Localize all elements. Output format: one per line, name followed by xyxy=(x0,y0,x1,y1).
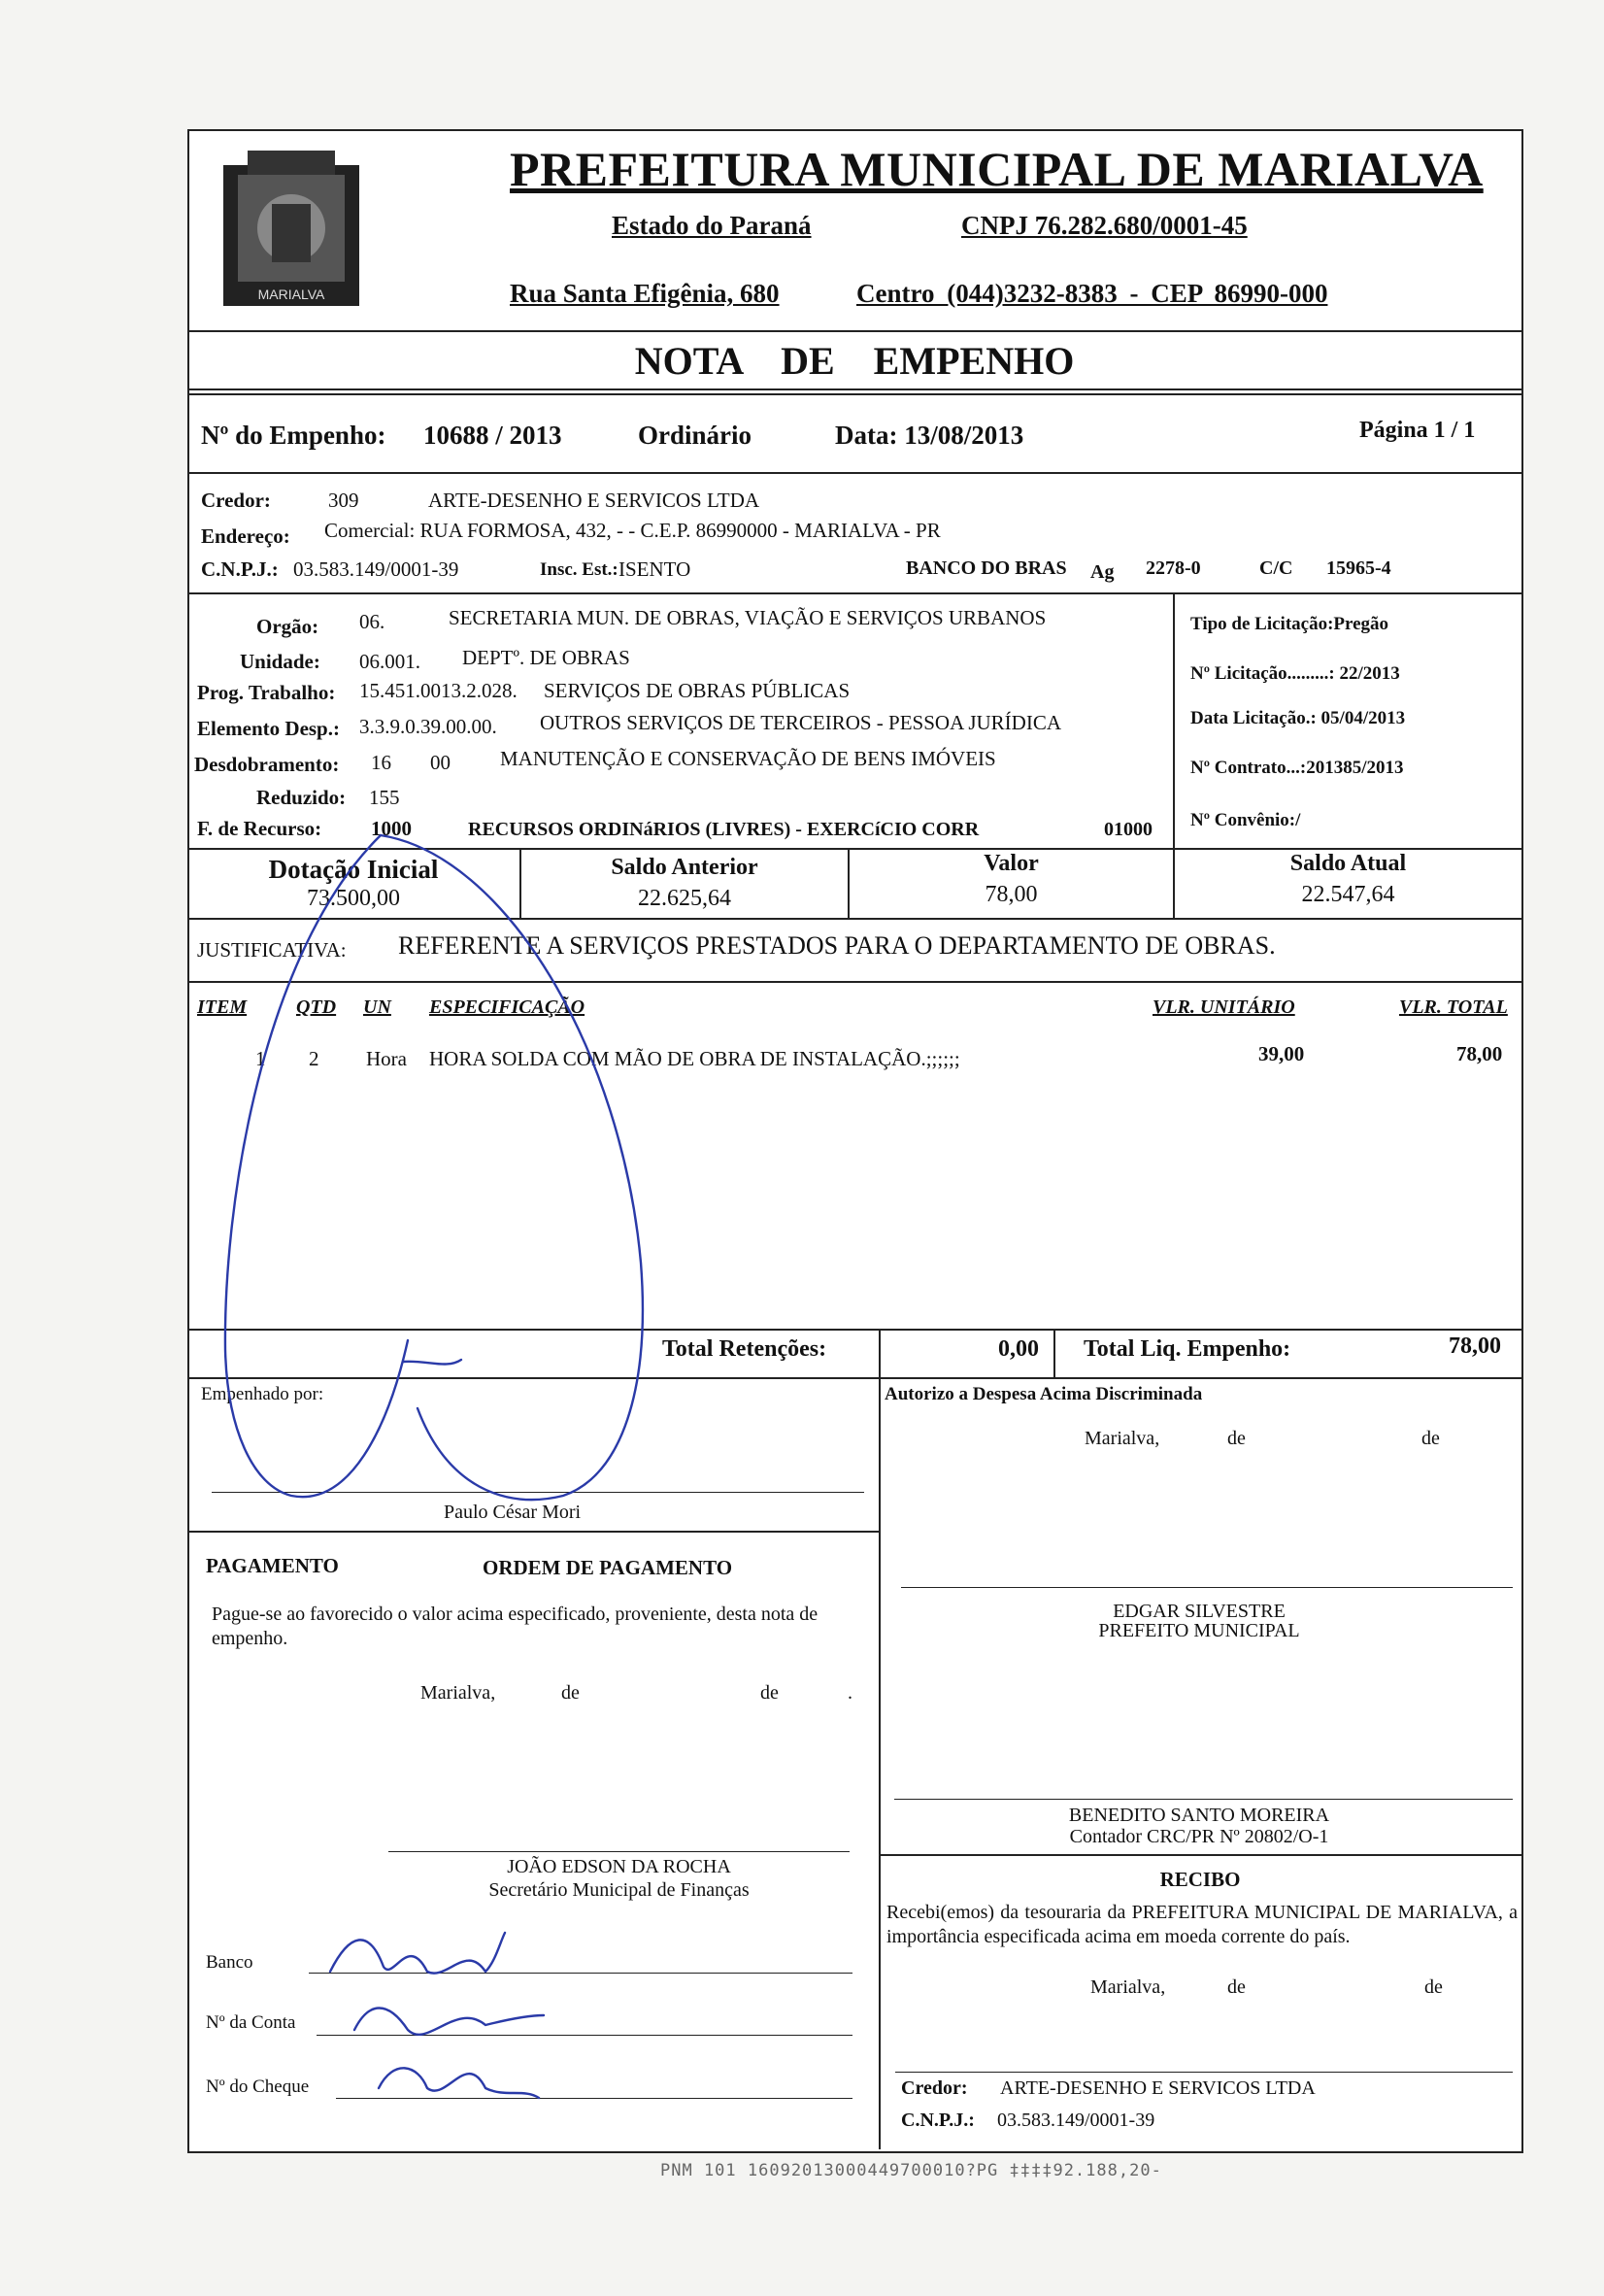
saldo-atual-value: 22.547,64 xyxy=(1301,882,1395,907)
autorizo-de-1: de xyxy=(1227,1428,1246,1449)
doc-title: NOTA DE EMPENHO xyxy=(634,339,1075,383)
saldo-atual-label: Saldo Atual xyxy=(1289,851,1407,876)
col-item: ITEM xyxy=(197,996,248,1018)
col-vlr-total: VLR. TOTAL xyxy=(1399,996,1508,1018)
empenhado-name: Paulo César Mori xyxy=(444,1502,582,1523)
recibo-credor-label: Credor: xyxy=(901,2077,968,2099)
dotacao-label: Dotação Inicial xyxy=(268,855,439,884)
liquido-value: 78,00 xyxy=(1449,1334,1501,1359)
secretario-role: Secretário Municipal de Finanças xyxy=(488,1879,750,1901)
secretario-name: JOÃO EDSON DA ROCHA xyxy=(507,1856,731,1877)
agency: 2278-0 xyxy=(1146,557,1201,579)
valor-label: Valor xyxy=(984,851,1039,876)
elem-label: Elemento Desp.: xyxy=(197,717,340,740)
retencoes-label: Total Retenções: xyxy=(662,1336,827,1362)
item-number: 1 xyxy=(255,1047,266,1070)
desd: MANUTENÇÃO E CONSERVAÇÃO DE BENS IMÓVEIS xyxy=(500,747,996,770)
licitacao-tipo: Tipo de Licitação:Pregão xyxy=(1190,614,1389,634)
bank-handwriting xyxy=(330,1933,505,1974)
prefeito-name: EDGAR SILVESTRE xyxy=(1113,1601,1286,1622)
empenho-num-label: Nº do Empenho: xyxy=(201,421,386,450)
insc-label: Insc. Est.: xyxy=(540,559,618,580)
elem-code: 3.3.9.0.39.00.00. xyxy=(359,715,497,738)
recibo-place: Marialva, xyxy=(1090,1976,1166,1998)
recibo-label: RECIBO xyxy=(1159,1868,1241,1891)
page-number: Página 1 / 1 xyxy=(1359,418,1476,443)
pagamento-de-1: de xyxy=(561,1682,580,1704)
convenio: Nº Convênio:/ xyxy=(1190,810,1301,830)
account-label: C/C xyxy=(1259,557,1293,579)
dotacao-value: 73.500,00 xyxy=(307,886,400,911)
col-vlr-unitario: VLR. UNITÁRIO xyxy=(1153,996,1295,1018)
fonte-label: F. de Recurso: xyxy=(197,817,322,840)
pagamento-label: PAGAMENTO xyxy=(206,1554,339,1577)
account: 15965-4 xyxy=(1326,557,1391,579)
recibo-cnpj-label: C.N.P.J.: xyxy=(901,2110,975,2131)
prog-label: Prog. Trabalho: xyxy=(197,681,336,704)
liquido-label: Total Liq. Empenho: xyxy=(1084,1336,1291,1362)
empenhado-label: Empenhado por: xyxy=(201,1384,324,1404)
justificativa-text: REFERENTE A SERVIÇOS PRESTADOS PARA O DEPARTAMENTO DE OBRAS. xyxy=(398,931,1276,960)
footer-code: PNM 101 16092013000449700010?PG ‡‡‡‡92.188,20- xyxy=(660,2161,1162,2180)
item-especificacao: HORA SOLDA COM MÃO DE OBRA DE INSTALAÇÃO.;;;;;; xyxy=(429,1047,960,1070)
reduzido-label: Reduzido: xyxy=(256,786,347,809)
empenho-num: 10688 / 2013 xyxy=(423,421,562,450)
credor-insc: ISENTO xyxy=(618,557,691,581)
svg-text:MARIALVA: MARIALVA xyxy=(257,287,325,302)
orgao: SECRETARIA MUN. DE OBRAS, VIAÇÃO E SERVIÇOS URBANOS xyxy=(449,606,1047,629)
recibo-credor: ARTE-DESENHO E SERVICOS LTDA xyxy=(1000,2077,1316,2099)
prog: SERVIÇOS DE OBRAS PÚBLICAS xyxy=(544,679,851,702)
unidade-label: Unidade: xyxy=(240,650,320,673)
desd-a: 16 xyxy=(371,751,391,774)
autorizo-de-2: de xyxy=(1421,1428,1440,1449)
saldo-anterior-label: Saldo Anterior xyxy=(611,855,758,880)
licitacao-num: Nº Licitação.........: 22/2013 xyxy=(1190,663,1400,684)
unidade: DEPTº. DE OBRAS xyxy=(462,646,630,669)
reduzido: 155 xyxy=(369,786,400,809)
conta-label: Nº da Conta xyxy=(206,2012,296,2033)
banco-label: Banco xyxy=(206,1952,253,1973)
cnpj-label: C.N.P.J.: xyxy=(201,557,279,581)
recibo-de-1: de xyxy=(1227,1976,1246,1998)
pagamento-text: Pague-se ao favorecido o valor acima especificado, proveniente, desta nota de empenho. xyxy=(212,1604,819,1649)
autorizo-label: Autorizo a Despesa Acima Discriminada xyxy=(885,1384,1203,1404)
signature-loop-left xyxy=(225,835,408,1497)
prog-code: 15.451.0013.2.028. xyxy=(359,679,518,702)
credor-label: Credor: xyxy=(201,489,271,512)
org-cnpj: CNPJ 76.282.680/0001-45 xyxy=(961,211,1248,240)
empenho-date: Data: 13/08/2013 xyxy=(835,421,1024,450)
item-vlr-total: 78,00 xyxy=(1456,1042,1503,1065)
signature-tick xyxy=(403,1360,461,1365)
prefeito-role: PREFEITO MUNICIPAL xyxy=(1098,1620,1300,1641)
credor-address: Comercial: RUA FORMOSA, 432, - - C.E.P. 86990000 - MARIALVA - PR xyxy=(324,519,941,542)
fonte-num: 01000 xyxy=(1104,819,1153,840)
licitacao-data: Data Licitação.: 05/04/2013 xyxy=(1190,708,1406,728)
orgao-code: 06. xyxy=(359,610,385,633)
col-qtd: QTD xyxy=(296,996,337,1018)
unidade-code: 06.001. xyxy=(359,650,420,673)
credor-code: 309 xyxy=(328,489,359,512)
ordem-pagamento: ORDEM DE PAGAMENTO xyxy=(483,1556,733,1579)
col-un: UN xyxy=(363,996,391,1018)
orgao-label: Orgão: xyxy=(256,615,319,638)
desd-b: 00 xyxy=(430,751,451,774)
justificativa-label: JUSTIFICATIVA: xyxy=(197,938,347,962)
pagamento-de-2: de xyxy=(760,1682,779,1704)
fonte: RECURSOS ORDINáRIOS (LIVRES) - EXERCíCIO CORR xyxy=(468,819,980,840)
credor-cnpj: 03.583.149/0001-39 xyxy=(293,557,459,581)
col-especificacao: ESPECIFICAÇÃO xyxy=(429,996,585,1018)
org-title: PREFEITURA MUNICIPAL DE MARIALVA xyxy=(510,142,1484,196)
elem: OUTROS SERVIÇOS DE TERCEIROS - PESSOA JURÍDICA xyxy=(540,711,1062,734)
address-label: Endereço: xyxy=(201,524,290,548)
autorizo-place: Marialva, xyxy=(1085,1428,1160,1449)
credor-name: ARTE-DESENHO E SERVICOS LTDA xyxy=(428,489,760,512)
recibo-de-2: de xyxy=(1424,1976,1443,1998)
signature-loop-right xyxy=(381,835,643,1500)
fonte-code: 1000 xyxy=(371,817,412,840)
org-address: Rua Santa Efigênia, 680 xyxy=(510,279,780,308)
account-handwriting xyxy=(354,2009,544,2035)
bank-name: BANCO DO BRAS xyxy=(906,557,1067,579)
retencoes-value: 0,00 xyxy=(998,1336,1039,1362)
valor-value: 78,00 xyxy=(985,882,1038,907)
pagamento-place: Marialva, xyxy=(420,1682,496,1704)
saldo-anterior-value: 22.625,64 xyxy=(638,886,731,911)
item-un: Hora xyxy=(366,1047,407,1070)
desd-label: Desdobramento: xyxy=(194,753,340,776)
contador-name: BENEDITO SANTO MOREIRA xyxy=(1068,1805,1330,1826)
recibo-cnpj: 03.583.149/0001-39 xyxy=(997,2110,1155,2131)
item-vlr-unitario: 39,00 xyxy=(1258,1042,1305,1065)
agency-label: Ag xyxy=(1090,561,1115,583)
org-address-rest: Centro (044)3232-8383 - CEP 86990-000 xyxy=(856,279,1328,308)
cheque-handwriting xyxy=(379,2068,539,2098)
item-qtd: 2 xyxy=(309,1047,319,1070)
empenho-type: Ordinário xyxy=(638,421,752,450)
cheque-label: Nº do Cheque xyxy=(206,2077,310,2097)
recibo-text: Recebi(emos) da tesouraria da PREFEITURA MUNICIPAL DE MARIALVA, a importância especificada acima em moeda corrente do país. xyxy=(886,1902,1518,1947)
contrato: Nº Contrato...:201385/2013 xyxy=(1190,758,1404,778)
state: Estado do Paraná xyxy=(612,211,812,240)
contador-role: Contador CRC/PR Nº 20802/O-1 xyxy=(1069,1826,1329,1847)
